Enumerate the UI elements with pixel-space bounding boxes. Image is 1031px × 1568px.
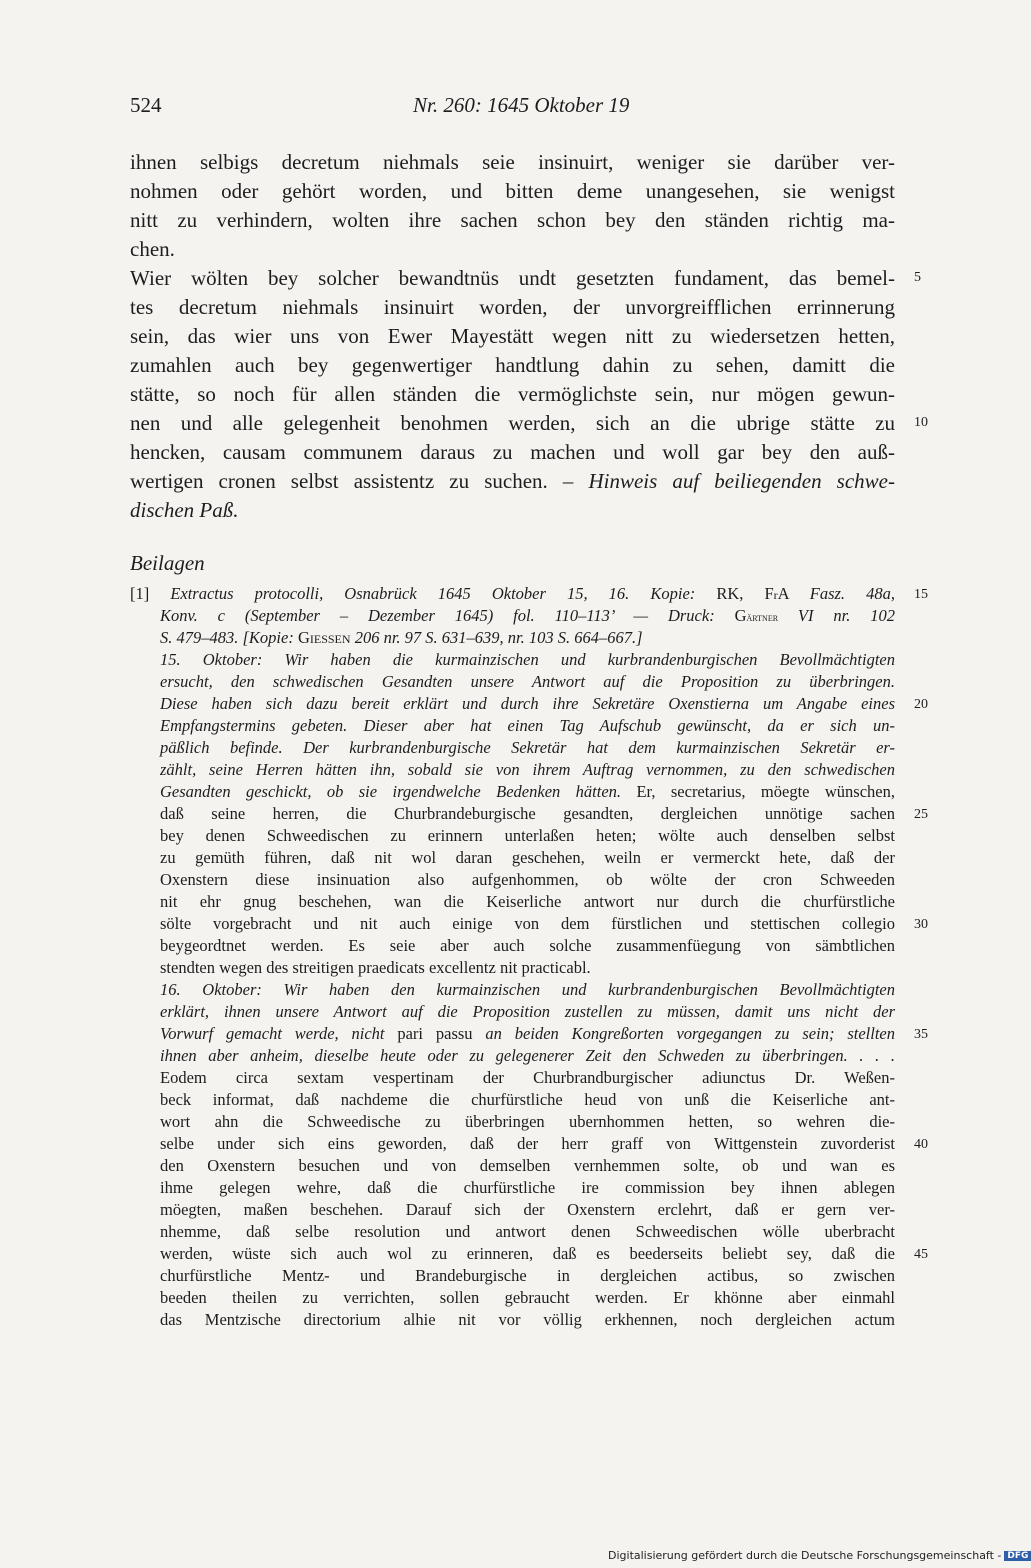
- archive-ref: Konv. c (September – Dezember 1645) fol. 110–113’ — Druck:: [160, 606, 715, 625]
- body-line: dischen Paß.: [130, 498, 239, 522]
- appendix-text: Gesandten geschickt, ob sie irgendwelche Bedenken hätten.: [160, 782, 622, 801]
- body-line: ihnen selbigs decretum niehmals seie insinuirt, weniger sie darüber ver-: [130, 150, 895, 174]
- appendix-line: [160, 782, 895, 802]
- body-line: nohmen oder gehört worden, und bitten deme unangesehen, sie wenigst: [130, 179, 895, 203]
- appendix-text: Er, secretarius, möegte wünschen,: [621, 782, 896, 801]
- author-name: Giessen: [297, 628, 351, 647]
- editorial-note: Hinweis auf beiliegenden schwe-: [588, 469, 895, 493]
- appendix-line: stendten wegen des streitigen praedicats excellentz nit practicabl.: [160, 958, 591, 977]
- appendix-line: Diese haben sich dazu bereit erklärt und durch ihre Sekretäre Oxenstierna um Angabe eines: [160, 694, 895, 713]
- line-number: 30: [914, 917, 928, 932]
- appendix-line: wort ahn die Schweedische zu überbringen ubernhommen hetten, so wehren die-: [160, 1112, 895, 1131]
- appendix-line: daß seine herren, die Churbrandeburgische gesandten, dergleichen unnötige sachen: [160, 804, 895, 823]
- appendix-line: 15. Oktober: Wir haben die kurmainzischen und kurbrandenburgischen Bevollmächtigten: [160, 650, 895, 669]
- appendix-line: zählt, seine Herren hätten ihn, sobald sie von ihrem Auftrag vernommen, zu den schwedischen: [160, 760, 895, 779]
- line-number: 40: [914, 1137, 928, 1152]
- archive-ref: r: [773, 588, 778, 602]
- archive-ref: VI nr. 102: [778, 606, 895, 625]
- appendix-title: Extractus protocolli, Osnabrück 1645 Oktober 15, 16. Kopie:: [170, 584, 696, 603]
- appendix-line: beygeordtnet werden. Es seie aber auch solche zusammenfüegung von sämbtlichen: [160, 936, 895, 955]
- archive-ref: S. 479–483. [Kopie:: [160, 628, 298, 647]
- body-line: chen.: [130, 237, 175, 261]
- archive-ref: Fasz. 48a,: [809, 584, 895, 603]
- line-number: 45: [914, 1247, 928, 1262]
- appendix-text: Vorwurf gemacht werde, nicht: [160, 1024, 385, 1043]
- line-number: 15: [914, 587, 928, 602]
- archive-ref: 206 nr. 97 S. 631–639, nr. 103 S. 664–667.]: [350, 628, 643, 647]
- appendix-line: [160, 628, 895, 648]
- appendix-text: an beiden Kongreßorten vorgegangen zu sein; stellten: [485, 1024, 895, 1043]
- appendix-line: möegten, maßen beschehen. Darauf sich der Oxenstern erclehrt, daß er gern ver-: [160, 1200, 895, 1219]
- appendix-number: [1]: [130, 584, 171, 603]
- beilagen-heading: Beilagen: [130, 551, 205, 575]
- page-number: 524: [130, 93, 162, 117]
- appendix-line: selbe under sich eins geworden, daß der herr graff von Wittgenstein zuvorderist: [160, 1134, 895, 1153]
- funding-footer: [608, 1549, 1031, 1562]
- appendix-line: [130, 584, 895, 604]
- appendix-text: pari passu: [384, 1024, 486, 1043]
- line-number: 25: [914, 807, 928, 822]
- line-number: 5: [914, 270, 921, 285]
- body-line: tes decretum niehmals insinuirt worden, der unvorgreifflichen errinnerung: [130, 295, 895, 319]
- footer-text: Digitalisierung gefördert durch die Deutsche Forschungsgemeinschaft -: [608, 1549, 1002, 1562]
- running-title: Nr. 260: 1645 Oktober 19: [413, 93, 630, 117]
- appendix-line: werden, wüste sich auch wol zu erinneren, daß es beederseits beliebt sey, daß die: [160, 1244, 895, 1263]
- appendix-line: Eodem circa sextam vespertinam der Churbrandburgischer adiunctus Dr. Weßen-: [160, 1068, 895, 1087]
- appendix-line: päßlich befinde. Der kurbrandenburgische Sekretär hat dem kurmainzischen Sekretär er-: [160, 738, 895, 757]
- appendix-line: bey denen Schweedischen zu erinnern unterlaßen heten; wölte auch denselben selbst: [160, 826, 895, 845]
- appendix-line: nhemme, daß selbe resolution und antwort denen Schweedischen wölle uberbracht: [160, 1222, 895, 1241]
- body-line: hencken, causam communem daraus zu machen und woll gar bey den auß-: [130, 440, 895, 464]
- body-line: nen und alle gelegenheit benohmen werden, sich an die ubrige stätte zu: [130, 411, 895, 435]
- appendix-line: churfürstliche Mentz- und Brandeburgische in dergleichen actibus, so zwischen: [160, 1266, 895, 1285]
- appendix-line: erklärt, ihnen unsere Antwort auf die Proposition zustellen zu müssen, damit uns nicht der: [160, 1002, 895, 1021]
- body-line: sein, das wier uns von Ewer Mayestätt wegen nitt zu wiedersetzen hetten,: [130, 324, 895, 348]
- body-line: nitt zu verhindern, wolten ihre sachen schon bey den ständen richtig ma-: [130, 208, 895, 232]
- appendix-line: ersucht, den schwedischen Gesandten unsere Antwort auf die Proposition zu überbringen.: [160, 672, 895, 691]
- appendix-line: Oxenstern diese insinuation also aufgenhommen, ob wölte der cron Schweeden: [160, 870, 895, 889]
- author-name: ärtner: [746, 610, 779, 624]
- body-line-text: wertigen cronen selbst assistentz zu suchen. –: [130, 469, 589, 493]
- appendix-line: nit ehr gnug beschehen, wan die Keiserliche antwort nur durch die churfürstliche: [160, 892, 895, 911]
- archive-ref: A: [777, 584, 810, 603]
- body-line: Wier wölten bey solcher bewandtnüs undt gesetzten fundament, das bemel-: [130, 266, 895, 290]
- appendix-line: ihme gelegen wehre, daß die churfürstliche ire commission bey ihnen ablegen: [160, 1178, 895, 1197]
- appendix-line: sölte vorgebracht und nit auch einige von dem fürstlichen und stettischen collegio: [160, 914, 895, 933]
- author-name: G: [714, 606, 747, 625]
- dfg-logo: DFG: [1004, 1551, 1031, 1561]
- appendix-line: [160, 606, 895, 626]
- appendix-line: beeden theilen zu verrichten, sollen gebraucht werden. Er khönne aber einmahl: [160, 1288, 895, 1307]
- body-line: stätte, so noch für allen ständen die vermöglichste sein, nur mögen gewun-: [130, 382, 895, 406]
- appendix-line: Empfangstermins gebeten. Dieser aber hat einen Tag Aufschub gewünscht, da er sich un-: [160, 716, 895, 735]
- appendix-line: [160, 1024, 895, 1044]
- appendix-line: 16. Oktober: Wir haben den kurmainzischen und kurbrandenburgischen Bevollmächtigten: [160, 980, 895, 999]
- line-number: 20: [914, 697, 928, 712]
- appendix-line: den Oxenstern besuchen und von demselben vernhemmen solte, ob und wan es: [160, 1156, 895, 1175]
- appendix-line: das Mentzische directorium alhie nit vor völlig erkhennen, noch dergleichen actum: [160, 1310, 895, 1329]
- archive-ref: RK, F: [695, 584, 774, 603]
- body-line: zumahlen auch bey gegenwertiger handtlung dahin zu sehen, damitt die: [130, 353, 895, 377]
- line-number: 10: [914, 415, 928, 430]
- appendix-line: beck informat, daß nachdeme die churfürstliche heud von unß die Keiserliche ant-: [160, 1090, 895, 1109]
- appendix-line: zu gemüth führen, daß nit wol daran geschehen, weiln er vermerckt hete, daß der: [160, 848, 895, 867]
- body-line: [130, 469, 895, 494]
- line-number: 35: [914, 1027, 928, 1042]
- appendix-line: ihnen aber anheim, dieselbe heute oder zu gelegenerer Zeit den Schweden zu überbringen. . . .: [160, 1046, 895, 1065]
